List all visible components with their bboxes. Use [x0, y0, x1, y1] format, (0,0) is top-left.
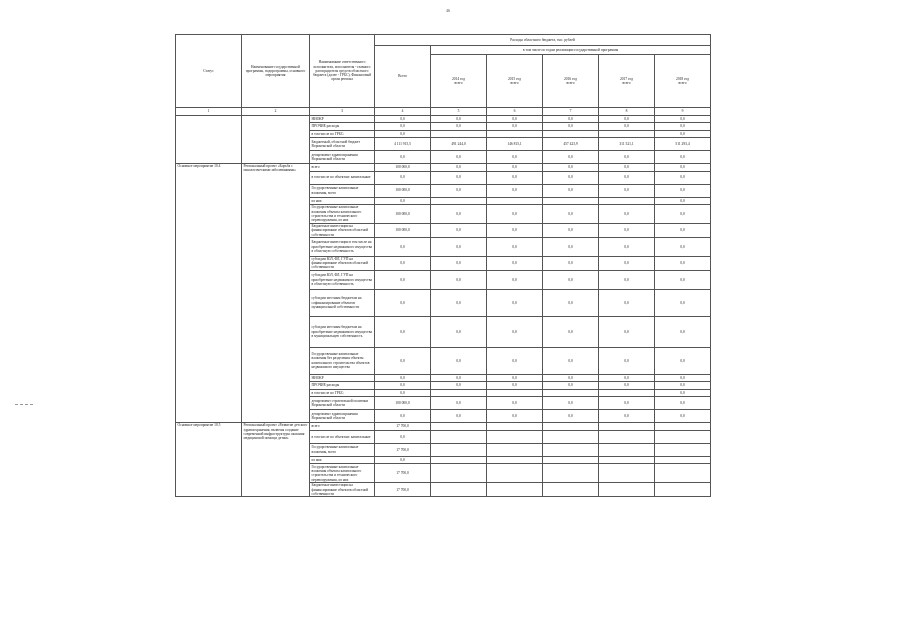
row-value: 0,0	[543, 270, 599, 289]
program-cell: Региональный проект «Развитие детского здравоохранения, включая создание современной инфраструктуры оказания медицинской помощи детям»	[242, 423, 310, 497]
row-value	[487, 423, 543, 431]
row-value: 0,0	[543, 123, 599, 131]
header-expenses: Расходы областного бюджета, тыс. рублей	[375, 35, 711, 46]
row-value: 0,0	[655, 171, 711, 184]
row-value	[655, 456, 711, 464]
header-year-1: 2014 год всего	[431, 55, 487, 108]
row-value: 0,0	[543, 171, 599, 184]
column-number: 4	[375, 108, 431, 116]
row-value: 0,0	[599, 397, 655, 410]
row-value: 17 700,0	[375, 443, 431, 456]
row-value: 0,0	[431, 171, 487, 184]
row-value: 0,0	[487, 382, 543, 390]
row-value: 0,0	[543, 410, 599, 423]
row-value: 0,0	[431, 397, 487, 410]
row-value: 0,0	[543, 289, 599, 316]
row-value: 0,0	[487, 164, 543, 172]
row-value: 0,0	[599, 410, 655, 423]
row-value: 0,0	[487, 347, 543, 374]
row-label: субсидии местным бюджетам на приобретение недвижимого имущества в муниципальную собственность	[310, 316, 375, 347]
row-value: 0,0	[487, 374, 543, 382]
row-value	[431, 483, 487, 497]
row-value	[431, 130, 487, 138]
row-label: Бюджетные инвестиции в том числе на приобретение недвижимого имущества в областную собственность	[310, 237, 375, 256]
column-number: 6	[487, 108, 543, 116]
row-value: 0,0	[375, 382, 431, 390]
row-value: 0,0	[431, 374, 487, 382]
row-value: 0,0	[543, 151, 599, 164]
row-value: 0,0	[431, 347, 487, 374]
row-value	[599, 483, 655, 497]
row-label: Государственные капитальные вложения без разделения объекты капитального строительства объектов недвижимого имущества	[310, 347, 375, 374]
row-value: 0,0	[599, 270, 655, 289]
row-value	[487, 389, 543, 397]
row-value	[431, 443, 487, 456]
row-value: 0,0	[599, 115, 655, 123]
row-value: 0,0	[431, 184, 487, 197]
row-value: 0,0	[375, 270, 431, 289]
row-value	[487, 443, 543, 456]
header-row-1	[176, 35, 711, 46]
row-label: НИОКР	[310, 374, 375, 382]
row-value: 0,0	[375, 130, 431, 138]
row-value: 17 700,0	[375, 483, 431, 497]
row-value: 511 293,4	[655, 138, 711, 151]
row-value: 0,0	[487, 184, 543, 197]
row-value	[543, 443, 599, 456]
row-value: 0,0	[375, 430, 431, 443]
row-value: 100 000,0	[375, 224, 431, 238]
row-value: 0,0	[375, 389, 431, 397]
row-value: 0,0	[375, 316, 431, 347]
row-value: 0,0	[431, 224, 487, 238]
row-value	[431, 389, 487, 397]
row-value: 0,0	[599, 164, 655, 172]
column-number: 2	[242, 108, 310, 116]
row-value: 0,0	[431, 151, 487, 164]
row-value: 0,0	[599, 205, 655, 224]
column-number: 3	[310, 108, 375, 116]
row-value: 0,0	[375, 347, 431, 374]
row-value: 0,0	[431, 237, 487, 256]
budget-table	[175, 34, 711, 497]
row-value	[655, 443, 711, 456]
row-value: 0,0	[599, 289, 655, 316]
row-value: 0,0	[487, 224, 543, 238]
row-value: 0,0	[655, 224, 711, 238]
row-value: 0,0	[655, 374, 711, 382]
row-value: 0,0	[375, 374, 431, 382]
row-value: 0,0	[375, 456, 431, 464]
status-cell	[176, 115, 242, 164]
row-value: 100 000,0	[375, 205, 431, 224]
row-label: субсидии ЮЛ, ФЛ, ГУП на финансирование объектов областной собственности	[310, 256, 375, 270]
table-row	[176, 164, 711, 172]
row-value: 457 423,9	[543, 138, 599, 151]
row-value: 0,0	[487, 205, 543, 224]
row-value	[543, 130, 599, 138]
row-value: 0,0	[655, 397, 711, 410]
row-value: 0,0	[543, 224, 599, 238]
row-value: 0,0	[599, 316, 655, 347]
header-year-5: 2018 год всего	[655, 55, 711, 108]
row-value: 0,0	[655, 123, 711, 131]
row-value: 0,0	[543, 205, 599, 224]
row-value: 100 000,0	[375, 397, 431, 410]
row-label: Государственные капитальные вложения объекты капитального строительства и технического перевооружения, из них	[310, 464, 375, 483]
row-value: 0,0	[543, 115, 599, 123]
row-value: 0,0	[375, 151, 431, 164]
row-value	[543, 197, 599, 205]
header-year-2: 2015 год всего	[487, 55, 543, 108]
row-value: 0,0	[655, 197, 711, 205]
row-label: в том числе по объектам: капитальные	[310, 171, 375, 184]
row-value: 0,0	[599, 123, 655, 131]
row-value: 0,0	[655, 270, 711, 289]
row-label: Бюджетные инвестиции на финансирование объектов областной собственности	[310, 483, 375, 497]
table-row	[176, 423, 711, 431]
row-value: 0,0	[375, 115, 431, 123]
row-label: в том числе по ГРБС:	[310, 389, 375, 397]
row-value: 0,0	[655, 389, 711, 397]
row-value: 0,0	[375, 289, 431, 316]
row-value: 0,0	[599, 237, 655, 256]
row-value: 311 521,1	[599, 138, 655, 151]
column-number: 9	[655, 108, 711, 116]
row-value	[431, 423, 487, 431]
row-label: Государственные капитальные вложения объекты капитального строительства и технического перевооружения, из них	[310, 205, 375, 224]
row-value: 0,0	[487, 397, 543, 410]
row-value: 0,0	[543, 316, 599, 347]
row-label: субсидии местным бюджетам на софинансирование объектов муниципальной собственности	[310, 289, 375, 316]
row-value	[655, 464, 711, 483]
row-value: 0,0	[431, 410, 487, 423]
row-value: 0,0	[599, 171, 655, 184]
row-value	[543, 423, 599, 431]
row-value: 0,0	[655, 382, 711, 390]
row-value: 100 000,0	[375, 164, 431, 172]
column-number: 8	[599, 108, 655, 116]
row-value: 0,0	[543, 164, 599, 172]
row-value: 0,0	[655, 410, 711, 423]
row-value: 0,0	[487, 289, 543, 316]
row-label: НИОКР	[310, 115, 375, 123]
row-value: 0,0	[599, 184, 655, 197]
row-value: 0,0	[431, 164, 487, 172]
row-value: 0,0	[543, 256, 599, 270]
row-value	[431, 430, 487, 443]
row-value: 0,0	[599, 151, 655, 164]
row-value: 0,0	[599, 347, 655, 374]
header-total: Всего	[375, 46, 431, 108]
row-value: 0,0	[655, 184, 711, 197]
row-value	[487, 130, 543, 138]
row-value	[599, 130, 655, 138]
row-value: 0,0	[543, 382, 599, 390]
row-value: 4 111 915,5	[375, 138, 431, 151]
row-value: 17 700,0	[375, 464, 431, 483]
row-value: 0,0	[375, 237, 431, 256]
row-value: 0,0	[543, 237, 599, 256]
row-value	[543, 464, 599, 483]
row-value	[543, 389, 599, 397]
row-value: 0,0	[487, 237, 543, 256]
row-value	[487, 483, 543, 497]
row-value: 0,0	[599, 256, 655, 270]
margin-mark	[15, 404, 33, 405]
row-label: всего	[310, 423, 375, 431]
row-value: 0,0	[655, 164, 711, 172]
row-value: 0,0	[655, 316, 711, 347]
row-value: 0,0	[487, 115, 543, 123]
row-value	[431, 464, 487, 483]
row-value: 0,0	[543, 374, 599, 382]
page-number: 46	[446, 8, 450, 13]
row-value: 0,0	[599, 224, 655, 238]
row-value: 17 700,0	[375, 423, 431, 431]
row-value: 0,0	[543, 397, 599, 410]
header-by-years: в том числе по годам реализации государственной программы	[431, 46, 711, 55]
row-value: 0,0	[375, 123, 431, 131]
row-value: 100 000,0	[375, 184, 431, 197]
row-label: в том числе по ГРБС:	[310, 130, 375, 138]
row-value: 146 815,1	[487, 138, 543, 151]
row-label: в том числе по объектам: капитальные	[310, 430, 375, 443]
row-value: 491 244,0	[431, 138, 487, 151]
row-value	[487, 456, 543, 464]
row-value: 0,0	[375, 171, 431, 184]
row-label: Бюджетный, областной бюджет Воронежской области	[310, 138, 375, 151]
row-value: 0,0	[431, 205, 487, 224]
row-label: субсидии ЮЛ, ФЛ, ГУП на приобретение недвижимого имущества в областную собственность	[310, 270, 375, 289]
row-value: 0,0	[655, 130, 711, 138]
column-number-row	[176, 108, 711, 116]
row-value: 0,0	[655, 256, 711, 270]
row-value	[599, 464, 655, 483]
row-value	[599, 443, 655, 456]
row-value: 0,0	[431, 316, 487, 347]
row-value	[599, 423, 655, 431]
column-number: 5	[431, 108, 487, 116]
row-label: Государственные капитальные вложения, всего	[310, 184, 375, 197]
row-value: 0,0	[375, 256, 431, 270]
row-value	[655, 483, 711, 497]
row-label: из них:	[310, 456, 375, 464]
row-value: 0,0	[543, 347, 599, 374]
row-label: ПРОЧИЕ расходы	[310, 382, 375, 390]
program-cell	[242, 115, 310, 164]
row-value: 0,0	[487, 171, 543, 184]
row-value: 0,0	[487, 410, 543, 423]
row-value	[599, 389, 655, 397]
status-cell: Основное мероприятие 10.4	[176, 164, 242, 423]
row-label: департамент здравоохранения Воронежской области	[310, 151, 375, 164]
row-value: 0,0	[655, 237, 711, 256]
header-year-4: 2017 год всего	[599, 55, 655, 108]
row-value	[599, 430, 655, 443]
row-label: всего	[310, 164, 375, 172]
row-value	[431, 456, 487, 464]
row-value: 0,0	[431, 289, 487, 316]
row-value: 0,0	[431, 115, 487, 123]
row-value	[487, 464, 543, 483]
row-value: 0,0	[375, 197, 431, 205]
row-value	[599, 197, 655, 205]
row-value: 0,0	[487, 316, 543, 347]
row-value	[599, 456, 655, 464]
header-year-3: 2016 год всего	[543, 55, 599, 108]
row-value	[543, 456, 599, 464]
row-value	[431, 197, 487, 205]
column-number: 1	[176, 108, 242, 116]
row-value: 0,0	[655, 115, 711, 123]
table-row	[176, 115, 711, 123]
header-program-name: Наименование государственной программы, подпрограммы, основного мероприятия	[242, 35, 310, 108]
row-label: из них:	[310, 197, 375, 205]
row-value	[655, 423, 711, 431]
row-value: 0,0	[431, 256, 487, 270]
header-executor: Наименование ответственного исполнителя, исполнителя - главного распорядителя средств областного бюджета (далее - ГРБС), Финансовый орган региона	[310, 35, 375, 108]
column-number: 7	[543, 108, 599, 116]
program-cell: Региональный проект «Борьба с онкологическими заболеваниями»	[242, 164, 310, 423]
row-label: Государственные капитальные вложения, всего	[310, 443, 375, 456]
row-value: 0,0	[655, 347, 711, 374]
row-value: 0,0	[543, 184, 599, 197]
row-value: 0,0	[487, 256, 543, 270]
row-value	[543, 483, 599, 497]
row-value: 0,0	[487, 270, 543, 289]
row-value: 0,0	[375, 410, 431, 423]
row-label: ПРОЧИЕ расходы	[310, 123, 375, 131]
header-status: Статус	[176, 35, 242, 108]
row-value: 0,0	[431, 123, 487, 131]
row-value	[543, 430, 599, 443]
row-value: 0,0	[655, 205, 711, 224]
row-label: департамент здравоохранения Воронежской области	[310, 410, 375, 423]
row-value: 0,0	[655, 151, 711, 164]
row-label: Бюджетные инвестиции на финансирование объектов областной собственности	[310, 224, 375, 238]
status-cell: Основное мероприятие 10.5	[176, 423, 242, 497]
row-value	[487, 430, 543, 443]
row-value: 0,0	[599, 374, 655, 382]
row-value: 0,0	[599, 382, 655, 390]
row-value: 0,0	[431, 270, 487, 289]
row-value: 0,0	[487, 123, 543, 131]
row-value	[655, 430, 711, 443]
row-value: 0,0	[655, 289, 711, 316]
row-value: 0,0	[431, 382, 487, 390]
row-value: 0,0	[487, 151, 543, 164]
row-value	[487, 197, 543, 205]
row-label: департамент строительной политики Воронежской области	[310, 397, 375, 410]
